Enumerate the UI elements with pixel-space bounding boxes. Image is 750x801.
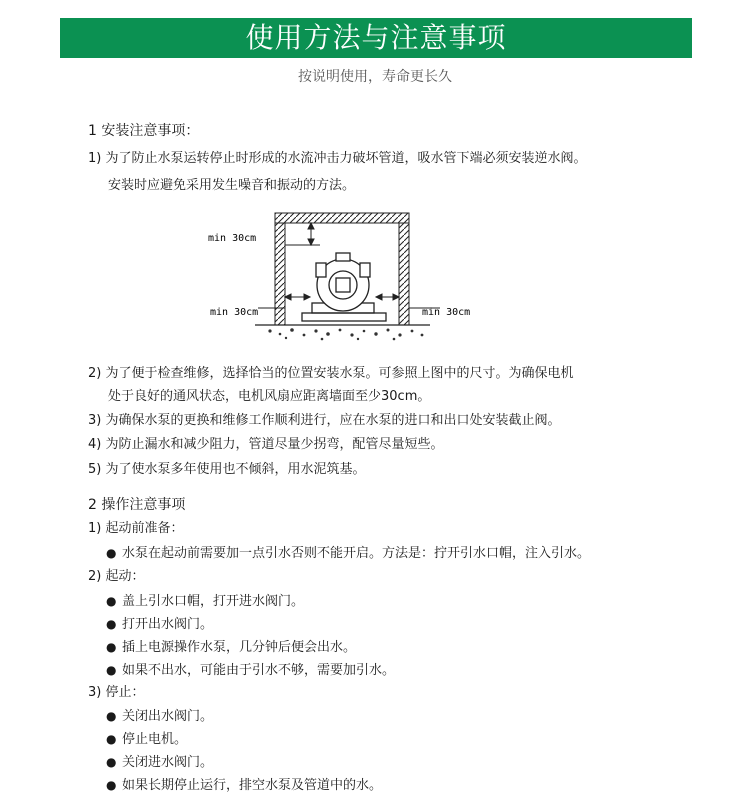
subtitle: 按说明使用，寿命更长久 (298, 69, 452, 85)
step-1-heading: 1) 起动前准备： (88, 521, 184, 536)
step-3-item-text: 如果长期停止运行，排空水泵及管道中的水。 (122, 778, 383, 793)
install-heading: 1 安装注意事项： (88, 123, 200, 139)
step-2-item-text: 盖上引水口帽，打开进水阀门。 (122, 594, 305, 609)
step-2-item (106, 592, 304, 611)
install-item-1-line-2: 安装时应避免采用发生噪音和振动的方法。 (108, 178, 356, 193)
step-3-item (106, 753, 213, 772)
step-3-item-text: 关闭进水阀门。 (122, 755, 214, 770)
installation-diagram (200, 205, 510, 355)
floor (255, 325, 430, 340)
step-2-heading: 2) 起动： (88, 569, 145, 584)
bullet-icon: ● (106, 617, 117, 631)
step-1-item (106, 544, 590, 563)
install-item-4: 4) 为防止漏水和减少阻力，管道尽量少拐弯，配管尽量短些。 (88, 437, 444, 452)
step-2-item (106, 661, 395, 680)
bullet-icon: ● (106, 640, 117, 654)
step-2-item (106, 615, 213, 634)
pump (302, 253, 386, 321)
bullet-icon: ● (106, 732, 117, 746)
title-banner: 使用方法与注意事项 (60, 18, 692, 58)
step-2-item (106, 638, 356, 657)
bullet-icon: ● (106, 546, 117, 560)
dimension-label-right: min 30cm (422, 307, 471, 318)
install-item-5: 5) 为了使水泵多年使用也不倾斜，用水泥筑基。 (88, 462, 366, 477)
step-3-item-text: 关闭出水阀门。 (122, 709, 214, 724)
step-3-heading: 3) 停止： (88, 685, 145, 700)
step-2-item-text: 打开出水阀门。 (122, 617, 214, 632)
step-3-item (106, 730, 187, 749)
step-2-item-text: 如果不出水，可能由于引水不够，需要加引水。 (122, 663, 396, 678)
step-2-item-text: 插上电源操作水泵，几分钟后便会出水。 (122, 640, 357, 655)
bullet-icon: ● (106, 755, 117, 769)
install-item-1-line-1: 1) 为了防止水泵运转停止时形成的水流冲击力破坏管道，吸水管下端必须安装逆水阀。 (88, 151, 587, 166)
step-3-item (106, 707, 213, 726)
step-1-item-text: 水泵在起动前需要加一点引水否则不能开启。方法是：拧开引水口帽，注入引水。 (122, 546, 591, 561)
operation-heading: 2 操作注意事项 (88, 497, 186, 513)
install-item-2-line-2: 处于良好的通风状态，电机风扇应距离墙面至少30cm。 (108, 389, 431, 404)
dimension-label-left: min 30cm (210, 307, 259, 318)
bullet-icon: ● (106, 663, 117, 677)
step-3-item-text: 停止电机。 (122, 732, 188, 747)
bullet-icon: ● (106, 594, 117, 608)
dimension-label-top: min 30cm (208, 233, 257, 244)
bullet-icon: ● (106, 709, 117, 723)
install-item-3: 3) 为确保水泵的更换和维修工作顺利进行，应在水泵的进口和出口处安装截止阀。 (88, 413, 561, 428)
bullet-icon: ● (106, 778, 117, 792)
install-item-2-line-1: 2) 为了便于检查维修，选择恰当的位置安装水泵。可参照上图中的尺寸。为确保电机 (88, 366, 574, 381)
step-3-item (106, 776, 382, 795)
